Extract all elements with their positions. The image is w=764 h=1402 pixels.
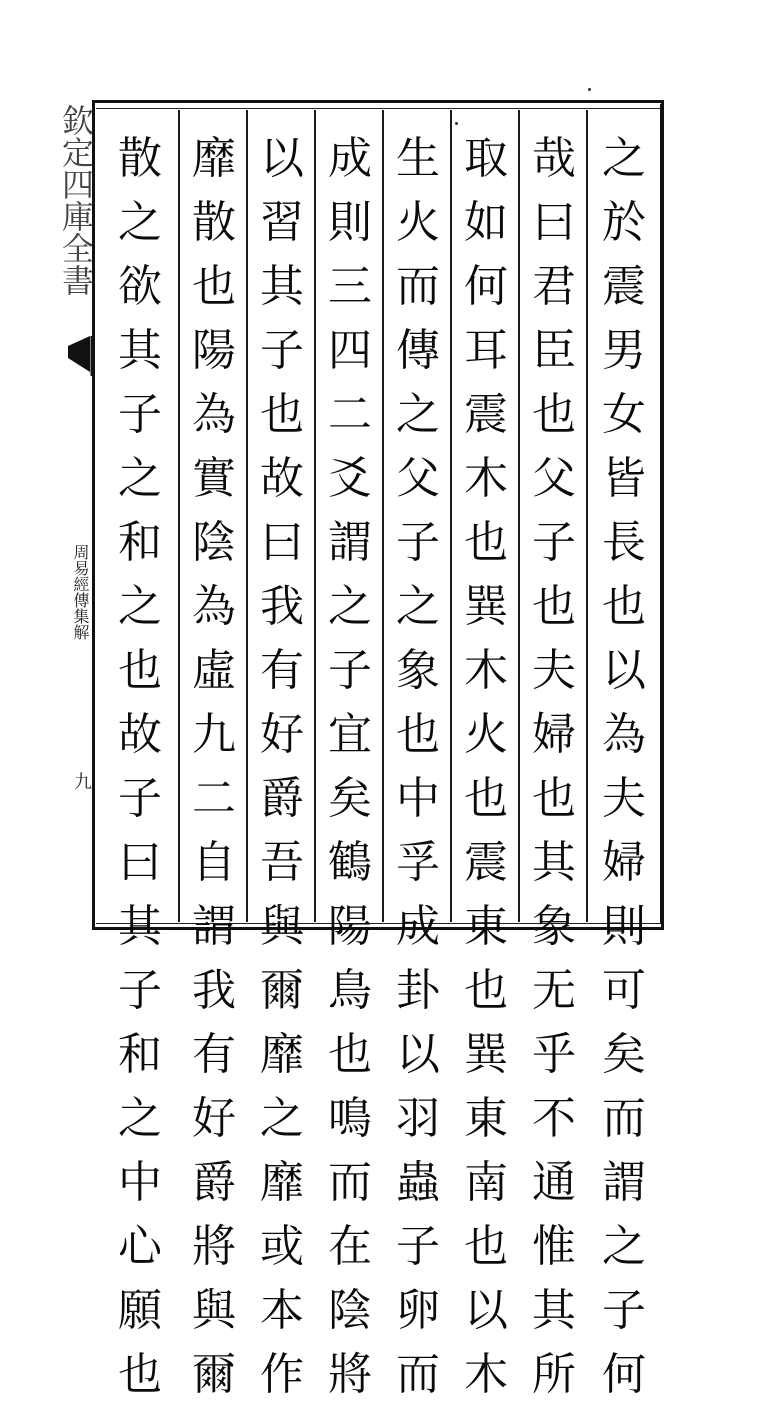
text-char: 通 [532, 1157, 576, 1208]
ink-speck [588, 88, 591, 91]
text-column-5 [318, 132, 382, 1400]
text-char: 耳 [464, 325, 508, 376]
text-char: 為 [602, 709, 646, 760]
text-char: 也 [532, 581, 576, 632]
text-char: 中 [118, 1157, 162, 1208]
text-char: 之 [118, 453, 162, 504]
text-char: 也 [192, 261, 236, 312]
text-char: 和 [118, 1029, 162, 1080]
ink-speck [455, 122, 458, 125]
text-char: 爵 [192, 1157, 236, 1208]
text-char: 木 [464, 453, 508, 504]
text-char: 火 [464, 709, 508, 760]
text-char: 長 [602, 517, 646, 568]
column-rule [586, 110, 588, 922]
text-char: 鶴 [328, 837, 372, 888]
column-rule [178, 110, 180, 922]
text-char: 之 [602, 133, 646, 184]
text-char: 子 [260, 325, 304, 376]
text-char: 欲 [118, 261, 162, 312]
text-char: 而 [602, 1093, 646, 1144]
text-char: 陰 [192, 517, 236, 568]
text-column-1 [592, 132, 656, 1400]
text-char: 謂 [192, 901, 236, 952]
text-char: 爾 [260, 965, 304, 1016]
margin-page-number: 九 [71, 772, 92, 790]
text-char: 陽 [328, 901, 372, 952]
text-char: 子 [118, 773, 162, 824]
text-char: 不 [532, 1093, 576, 1144]
text-column-2 [522, 132, 586, 1400]
text-char: 也 [464, 965, 508, 1016]
text-char: 心 [118, 1221, 162, 1272]
text-char: 也 [118, 645, 162, 696]
text-char: 東 [464, 1093, 508, 1144]
column-rule [450, 110, 452, 922]
text-char: 象 [396, 645, 440, 696]
text-char: 震 [602, 261, 646, 312]
text-char: 以 [464, 1285, 508, 1336]
text-char: 我 [260, 581, 304, 632]
text-char: 陰 [328, 1285, 372, 1336]
text-char: 震 [464, 389, 508, 440]
text-char: 子 [328, 645, 372, 696]
text-char: 也 [602, 581, 646, 632]
text-char: 子 [396, 1221, 440, 1272]
text-char: 也 [260, 389, 304, 440]
text-column-3 [454, 132, 518, 1400]
text-char: 也 [464, 773, 508, 824]
text-column-7 [182, 132, 246, 1400]
text-char: 好 [192, 1093, 236, 1144]
frame-right-edge [660, 104, 668, 924]
text-char: 鳴 [328, 1093, 372, 1144]
text-column-6 [250, 132, 314, 1400]
text-char: 或 [260, 1221, 304, 1272]
text-char: 男 [602, 325, 646, 376]
text-char: 其 [532, 837, 576, 888]
text-char: 為 [192, 389, 236, 440]
text-char: 也 [532, 773, 576, 824]
text-char: 在 [328, 1221, 372, 1272]
text-char: 父 [396, 453, 440, 504]
text-char: 有 [260, 645, 304, 696]
text-char: 傳 [396, 325, 440, 376]
text-char: 三 [328, 261, 372, 312]
text-char: 女 [602, 389, 646, 440]
text-char: 故 [260, 453, 304, 504]
column-rule [382, 110, 384, 922]
text-char: 巽 [464, 1029, 508, 1080]
text-char: 有 [192, 1029, 236, 1080]
text-char: 願 [118, 1285, 162, 1336]
text-char: 君 [532, 261, 576, 312]
text-char: 子 [118, 965, 162, 1016]
text-char: 矣 [328, 773, 372, 824]
text-char: 好 [260, 709, 304, 760]
text-char: 其 [260, 261, 304, 312]
text-char: 震 [464, 837, 508, 888]
text-char: 夫 [532, 645, 576, 696]
text-char: 之 [118, 581, 162, 632]
text-column-4 [386, 132, 450, 1400]
text-char: 其 [532, 1285, 576, 1336]
margin-book-title: 周易經傳集解 [71, 544, 90, 640]
text-char: 虛 [192, 645, 236, 696]
text-char: 婦 [602, 837, 646, 888]
text-char: 我 [192, 965, 236, 1016]
text-char: 生 [396, 133, 440, 184]
text-char: 矣 [602, 1029, 646, 1080]
text-char: 之 [118, 1093, 162, 1144]
text-char: 子 [532, 517, 576, 568]
text-char: 本 [260, 1285, 304, 1336]
text-char: 而 [396, 261, 440, 312]
text-char: 也 [118, 1349, 162, 1400]
text-char: 曰 [532, 197, 576, 248]
column-rule [314, 110, 316, 922]
text-char: 靡 [260, 1029, 304, 1080]
text-char: 靡 [192, 133, 236, 184]
text-char: 以 [602, 645, 646, 696]
text-char: 曰 [260, 517, 304, 568]
text-char: 皆 [602, 453, 646, 504]
text-char: 成 [328, 133, 372, 184]
text-char: 象 [532, 901, 576, 952]
margin-title: 欽定四庫全書 [57, 104, 95, 296]
text-char: 可 [602, 965, 646, 1016]
text-char: 與 [260, 901, 304, 952]
text-char: 與 [192, 1285, 236, 1336]
text-char: 二 [328, 389, 372, 440]
text-char: 之 [602, 1221, 646, 1272]
text-char: 謂 [602, 1157, 646, 1208]
text-char: 哉 [532, 133, 576, 184]
text-char: 也 [328, 1029, 372, 1080]
text-char: 取 [464, 133, 508, 184]
text-char: 孚 [396, 837, 440, 888]
text-char: 於 [602, 197, 646, 248]
text-char: 何 [602, 1349, 646, 1400]
text-char: 謂 [328, 517, 372, 568]
text-char: 將 [192, 1221, 236, 1272]
text-char: 子 [602, 1285, 646, 1336]
column-rule [518, 110, 520, 922]
text-char: 作 [260, 1349, 304, 1400]
text-char: 无 [532, 965, 576, 1016]
text-char: 子 [396, 517, 440, 568]
text-char: 爻 [328, 453, 372, 504]
text-char: 吾 [260, 837, 304, 888]
text-char: 也 [464, 1221, 508, 1272]
text-char: 巽 [464, 581, 508, 632]
text-char: 南 [464, 1157, 508, 1208]
text-char: 乎 [532, 1029, 576, 1080]
text-char: 九 [192, 709, 236, 760]
text-char: 而 [396, 1349, 440, 1400]
text-char: 以 [260, 133, 304, 184]
text-char: 木 [464, 645, 508, 696]
text-char: 而 [328, 1157, 372, 1208]
text-char: 如 [464, 197, 508, 248]
text-char: 婦 [532, 709, 576, 760]
text-char: 鳥 [328, 965, 372, 1016]
text-char: 散 [118, 133, 162, 184]
text-char: 所 [532, 1349, 576, 1400]
text-char: 爵 [260, 773, 304, 824]
text-char: 蟲 [396, 1157, 440, 1208]
text-char: 東 [464, 901, 508, 952]
text-char: 也 [396, 709, 440, 760]
column-rule [246, 110, 248, 922]
text-char: 惟 [532, 1221, 576, 1272]
text-column-8 [108, 132, 172, 1400]
text-char: 之 [328, 581, 372, 632]
text-char: 其 [118, 325, 162, 376]
text-char: 父 [532, 453, 576, 504]
text-char: 宜 [328, 709, 372, 760]
text-char: 之 [118, 197, 162, 248]
text-char: 和 [118, 517, 162, 568]
text-char: 四 [328, 325, 372, 376]
text-char: 自 [192, 837, 236, 888]
text-char: 火 [396, 197, 440, 248]
text-char: 其 [118, 901, 162, 952]
text-char: 也 [532, 389, 576, 440]
text-char: 何 [464, 261, 508, 312]
text-char: 之 [260, 1093, 304, 1144]
text-char: 爾 [192, 1349, 236, 1400]
text-char: 曰 [118, 837, 162, 888]
text-char: 靡 [260, 1157, 304, 1208]
text-char: 習 [260, 197, 304, 248]
text-char: 之 [396, 581, 440, 632]
text-char: 羽 [396, 1093, 440, 1144]
text-char: 實 [192, 453, 236, 504]
text-char: 將 [328, 1349, 372, 1400]
text-char: 二 [192, 773, 236, 824]
text-char: 卦 [396, 965, 440, 1016]
text-char: 子 [118, 389, 162, 440]
text-char: 散 [192, 197, 236, 248]
text-char: 陽 [192, 325, 236, 376]
text-char: 以 [396, 1029, 440, 1080]
text-char: 則 [328, 197, 372, 248]
text-char: 故 [118, 709, 162, 760]
text-char: 卵 [396, 1285, 440, 1336]
text-char: 臣 [532, 325, 576, 376]
text-char: 也 [464, 517, 508, 568]
text-char: 為 [192, 581, 236, 632]
text-char: 成 [396, 901, 440, 952]
text-char: 之 [396, 389, 440, 440]
text-char: 則 [602, 901, 646, 952]
text-char: 中 [396, 773, 440, 824]
text-char: 木 [464, 1349, 508, 1400]
text-char: 夫 [602, 773, 646, 824]
